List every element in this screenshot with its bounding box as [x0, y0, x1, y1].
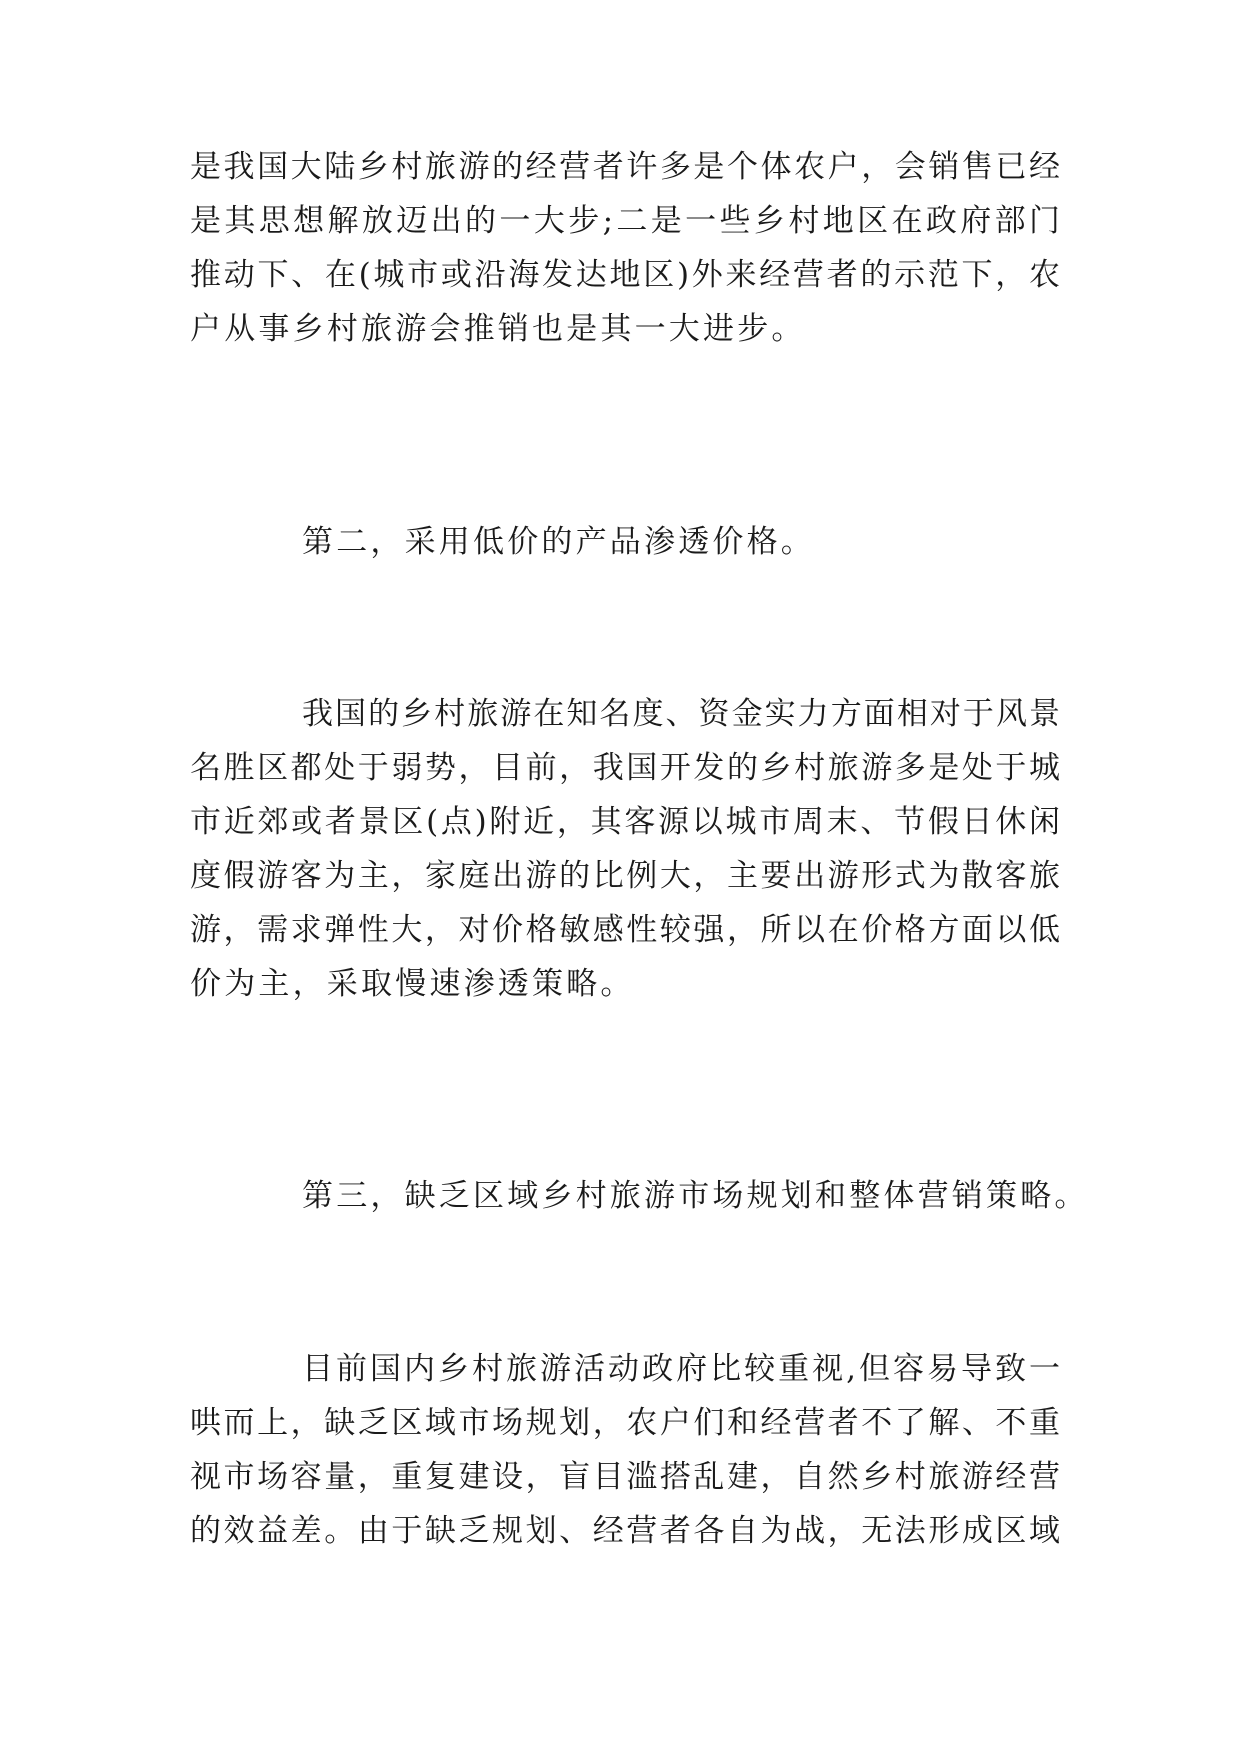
section-heading-2: 第二，采用低价的产品渗透价格。: [302, 524, 815, 560]
paragraph-3-line-2: 哄而上，缺乏区域市场规划，农户们和经营者不了解、不重: [190, 1405, 1060, 1441]
paragraph-1-line-3: 推动下、在(城市或沿海发达地区)外来经营者的示范下，农: [190, 257, 1060, 293]
paragraph-3-line-3: 视市场容量，重复建设，盲目滥搭乱建，自然乡村旅游经营: [190, 1459, 1060, 1495]
paragraph-3-line-4: 的效益差。由于缺乏规划、经营者各自为战，无法形成区域: [190, 1513, 1060, 1549]
paragraph-2-line-1: 我国的乡村旅游在知名度、资金实力方面相对于风景: [302, 696, 1060, 732]
paragraph-2-line-4: 度假游客为主，家庭出游的比例大，主要出游形式为散客旅: [190, 858, 1060, 894]
paragraph-2-line-3: 市近郊或者景区(点)附近，其客源以城市周末、节假日休闲: [190, 804, 1060, 840]
paragraph-2-line-6: 价为主，采取慢速渗透策略。: [190, 966, 635, 1002]
paragraph-1-line-4: 户从事乡村旅游会推销也是其一大进步。: [190, 311, 806, 347]
paragraph-1-line-1: 是我国大陆乡村旅游的经营者许多是个体农户，会销售已经: [190, 149, 1060, 185]
paragraph-3-line-1: 目前国内乡村旅游活动政府比较重视,但容易导致一: [302, 1351, 1060, 1387]
paragraph-1-line-2: 是其思想解放迈出的一大步;二是一些乡村地区在政府部门: [190, 203, 1060, 239]
section-heading-3: 第三，缺乏区域乡村旅游市场规划和整体营销策略。: [302, 1178, 1089, 1214]
paragraph-2-line-2: 名胜区都处于弱势，目前，我国开发的乡村旅游多是处于城: [190, 750, 1060, 786]
paragraph-2-line-5: 游，需求弹性大，对价格敏感性较强，所以在价格方面以低: [190, 912, 1060, 948]
